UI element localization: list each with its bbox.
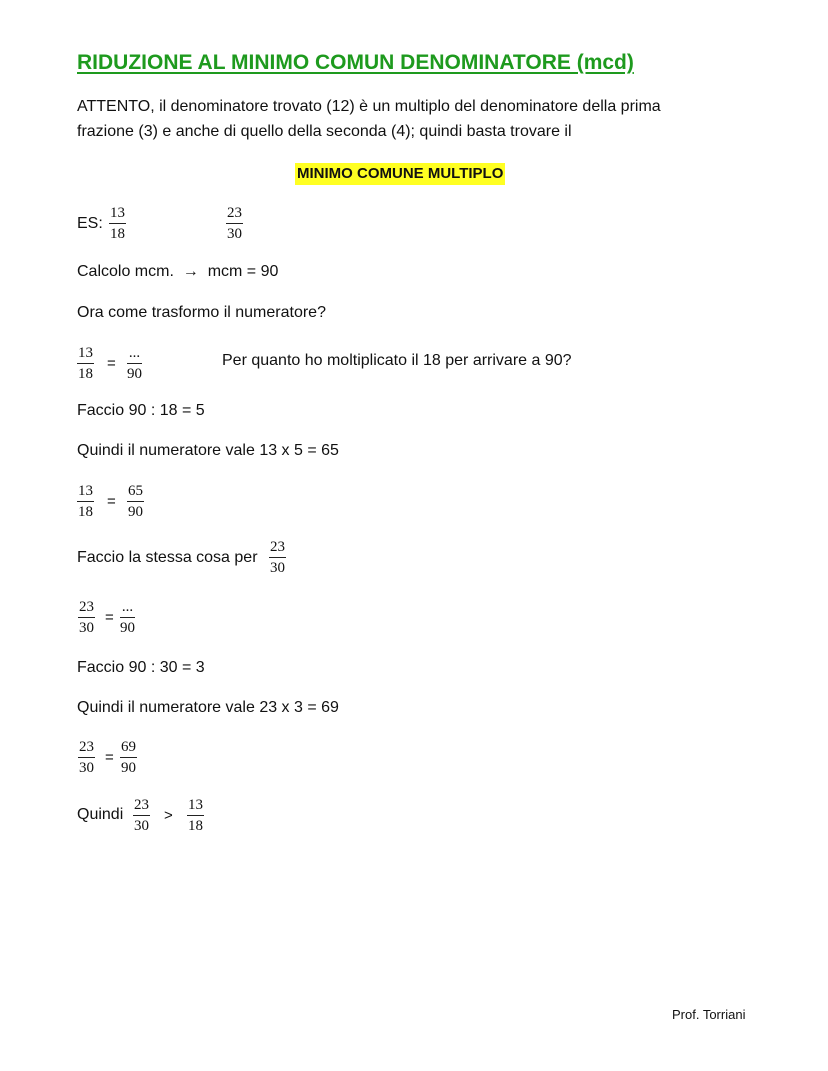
fraction <box>187 795 204 836</box>
calc-result: mcm = 90 <box>207 263 279 280</box>
numerator: 13 <box>78 483 93 499</box>
fraction <box>269 537 286 578</box>
fraction <box>133 795 150 836</box>
question-text: Per quanto ho moltiplicato il 18 per arrivare a 90? <box>222 352 572 369</box>
numerator: 13 <box>78 345 93 361</box>
numerator: 65 <box>128 483 143 499</box>
numerator: 23 <box>79 599 94 615</box>
denominator: 18 <box>78 504 93 520</box>
example-label: ES: <box>77 215 103 232</box>
equals-sign: = <box>105 609 114 626</box>
equals-sign: = <box>107 355 116 372</box>
fraction <box>78 597 95 638</box>
denominator: 90 <box>121 760 136 776</box>
fraction <box>77 481 94 522</box>
fraction <box>127 343 142 384</box>
denominator: 90 <box>127 366 142 382</box>
fraction <box>77 343 94 384</box>
fraction <box>120 597 135 638</box>
highlighted-heading: MINIMO COMUNE MULTIPLO <box>295 163 505 185</box>
fraction <box>127 481 144 522</box>
page-title: RIDUZIONE AL MINIMO COMUN DENOMINATORE (mcd) <box>77 51 634 74</box>
denominator: 18 <box>110 226 125 242</box>
denominator: 18 <box>188 818 203 834</box>
fraction <box>78 737 95 778</box>
quindi-line-2: Quindi il numeratore vale 23 x 3 = 69 <box>77 699 339 716</box>
numerator: 23 <box>79 739 94 755</box>
equals-sign: = <box>107 493 116 510</box>
calc-text: Calcolo mcm. <box>77 263 174 280</box>
faccio-line-1: Faccio 90 : 18 = 5 <box>77 402 205 419</box>
denominator: 30 <box>79 760 94 776</box>
faccio-line-2: Faccio 90 : 30 = 3 <box>77 659 205 676</box>
denominator: 30 <box>134 818 149 834</box>
fraction <box>109 203 126 244</box>
denominator: 18 <box>78 366 93 382</box>
conclusion-label: Quindi <box>77 806 124 823</box>
intro-line-1: ATTENTO, il denominatore trovato (12) è un multiplo del denominatore della prima <box>77 98 661 115</box>
numerator: ... <box>121 599 134 615</box>
arrow-right-icon: → <box>182 263 199 280</box>
denominator: 30 <box>227 226 242 242</box>
question-line: Ora come trasformo il numeratore? <box>77 304 326 321</box>
numerator: 23 <box>134 797 149 813</box>
denominator: 30 <box>270 560 285 576</box>
numerator: 13 <box>188 797 203 813</box>
calc-line <box>77 262 278 282</box>
fraction <box>120 737 137 778</box>
denominator: 90 <box>128 504 143 520</box>
numerator: ... <box>128 345 141 361</box>
numerator: 23 <box>270 539 285 555</box>
same-line: Faccio la stessa cosa per <box>77 549 258 566</box>
numerator: 69 <box>121 739 136 755</box>
footer-author: Prof. Torriani <box>672 1007 746 1022</box>
numerator: 23 <box>227 205 242 221</box>
intro-line-2: frazione (3) e anche di quello della seconda (4); quindi basta trovare il <box>77 123 572 140</box>
equals-sign: = <box>105 749 114 766</box>
numerator: 13 <box>110 205 125 221</box>
fraction <box>226 203 243 244</box>
greater-than-sign: > <box>164 807 173 824</box>
quindi-line-1: Quindi il numeratore vale 13 x 5 = 65 <box>77 442 339 459</box>
denominator: 90 <box>120 620 135 636</box>
denominator: 30 <box>79 620 94 636</box>
